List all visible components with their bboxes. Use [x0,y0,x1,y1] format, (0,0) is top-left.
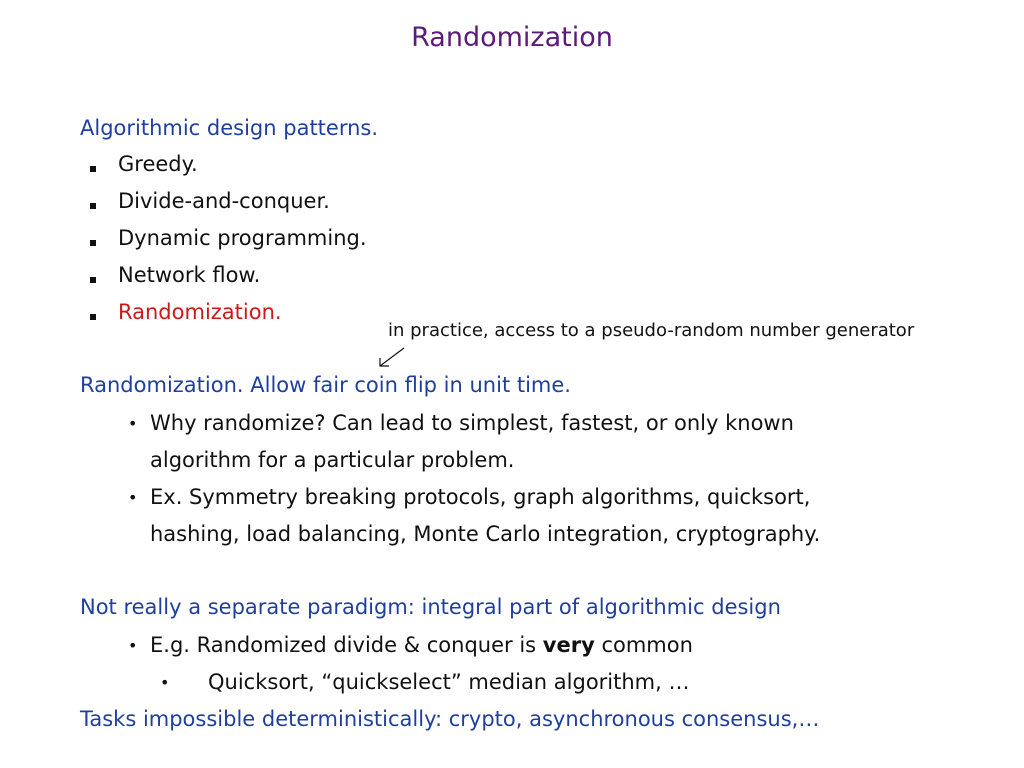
eg-prefix: E.g. Randomized divide & conquer is [150,633,543,657]
pattern-item-randomization: Randomization. [118,300,282,324]
bullet-icon: • [160,673,170,692]
square-bullet-icon [90,314,96,320]
square-bullet-icon [90,240,96,246]
why-randomize-line2: algorithm for a particular problem. [150,448,515,472]
bullet-icon: • [128,636,138,655]
annotation-text: in practice, access to a pseudo-random number generator [388,320,915,341]
slide-title: Randomization [411,22,613,53]
eg-emphasis: very [542,633,595,657]
pattern-item-dynamic: Dynamic programming. [118,226,367,250]
eg-line [150,633,693,657]
bullet-icon: • [128,488,138,507]
paradigm-heading: Not really a separate paradigm: integral part of algorithmic design [80,595,781,619]
square-bullet-icon [90,277,96,283]
tasks-line: Tasks impossible deterministically: crypto, asynchronous consensus,… [80,707,820,731]
pattern-item-divide: Divide-and-conquer. [118,189,330,213]
pattern-item-network: Network flow. [118,263,261,287]
square-bullet-icon [90,203,96,209]
randomization-heading: Randomization. Allow fair coin flip in unit time. [80,373,571,397]
annotation-arrow-icon [372,344,412,372]
example-line2: hashing, load balancing, Monte Carlo integration, cryptography. [150,522,821,546]
eg-suffix: common [594,633,693,657]
example-line1: Ex. Symmetry breaking protocols, graph algorithms, quicksort, [150,485,811,509]
why-randomize-line1: Why randomize? Can lead to simplest, fastest, or only known [150,411,794,435]
quicksort-item: Quicksort, “quickselect” median algorithm, … [208,670,690,694]
pattern-item-greedy: Greedy. [118,152,198,176]
square-bullet-icon [90,166,96,172]
bullet-icon: • [128,414,138,433]
patterns-heading: Algorithmic design patterns. [80,116,379,140]
